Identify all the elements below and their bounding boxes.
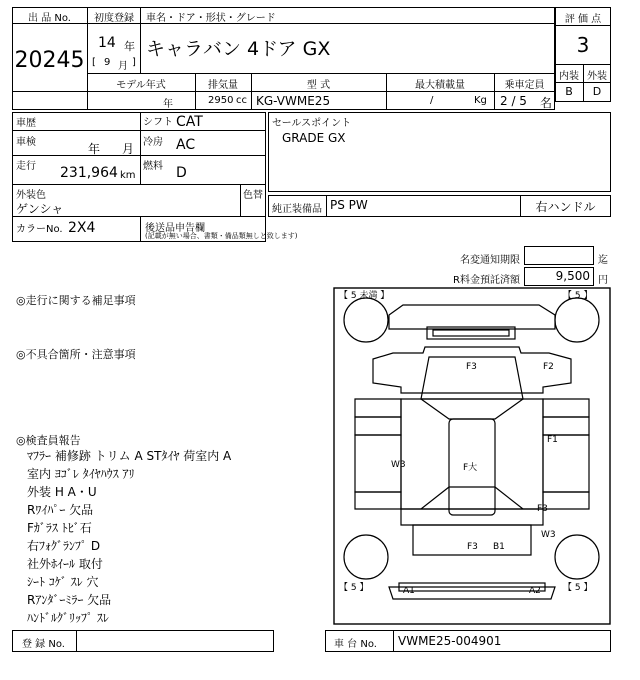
inspector-heading: ◎検査員報告	[16, 434, 81, 447]
rear-left-wheel	[344, 535, 388, 579]
inspection-month: 月	[122, 142, 135, 156]
tire-tread-rear-left: 【 5 】	[339, 583, 369, 593]
vehicle-type: KG-VWME25	[256, 94, 331, 108]
color-label: 外装色	[16, 190, 46, 201]
car-name: キャラバン 4ドア GX	[146, 38, 331, 60]
equipment-label: 純正装備品	[272, 204, 322, 215]
defects-heading: ◎不具合箇所・注意事項	[16, 348, 136, 361]
max-load: /	[430, 95, 434, 106]
registration-label: 初度登録	[94, 13, 134, 24]
front-right-wheel	[555, 298, 599, 342]
lot-label: 出 品 No.	[28, 13, 71, 24]
damage-mark: F1	[547, 435, 558, 445]
car-label: 車名・ドア・形状・グレード	[146, 13, 276, 24]
deadline-box	[524, 246, 594, 265]
interior-grade: B	[565, 85, 573, 98]
color-no-label: カラーNo.	[16, 224, 63, 235]
tire-tread-front-left: 【 5 未満 】	[339, 291, 390, 301]
repaint-label: 色替	[243, 190, 263, 201]
capacity-label: 乗車定員	[504, 80, 545, 91]
inspector-line: 外装 H A・U	[27, 485, 97, 499]
shift: CAT	[176, 114, 203, 130]
inspector-line: ﾏﾌﾗｰ 補修跡 トリム A STﾀｲﾔ 荷室内 A	[27, 449, 232, 463]
damage-mark: F3	[467, 542, 478, 552]
mileage: 231,964	[60, 165, 118, 181]
inspection-label: 車検	[16, 137, 36, 148]
registration-year: 14	[98, 35, 116, 51]
deadline-label: 名変通知期限	[460, 255, 520, 266]
displacement-unit: cc	[236, 95, 247, 106]
ac: AC	[176, 137, 196, 153]
docs-note: (記載が無い場合、書類・備品類無しと致します)	[145, 232, 298, 240]
damage-mark: A2	[529, 586, 541, 596]
inspector-line: 社外ﾎｲｰﾙ 取付	[27, 557, 103, 571]
displacement-label: 排気量	[208, 80, 238, 91]
model-year-unit: 年	[163, 99, 173, 110]
registration-no-label: 登 録 No.	[22, 639, 65, 650]
chassis-no: VWME25-004901	[398, 634, 502, 648]
inspector-line: Fｶﾞﾗｽ ﾄﾋﾞ石	[27, 521, 92, 535]
mileage-unit: km	[120, 170, 136, 181]
damage-mark: W3	[541, 530, 556, 540]
inspector-line: 右ﾌｫｸﾞﾗﾝﾌﾟ D	[27, 539, 101, 553]
mileage-label: 走行	[16, 161, 36, 172]
ac-label: 冷房	[143, 137, 163, 148]
front-left-wheel	[344, 298, 388, 342]
rear-right-wheel	[555, 535, 599, 579]
damage-mark: F3	[537, 504, 548, 514]
damage-mark: W3	[391, 460, 406, 470]
color-no: 2X4	[68, 220, 96, 236]
max-load-label: 最大積載量	[415, 80, 465, 91]
fuel-label: 燃料	[143, 161, 163, 172]
damage-mark: B1	[493, 542, 505, 552]
lot-number: 20245	[14, 48, 85, 73]
handle-side: 右ハンドル	[535, 200, 596, 214]
docs-label: 後送品申告欄	[145, 223, 205, 234]
driving-notes-heading: ◎走行に関する補足事項	[16, 294, 136, 307]
registration-month-open: [	[92, 57, 96, 68]
registration-month-close: ]	[132, 57, 136, 68]
inspector-line: Rﾜｲﾊﾟｰ 欠品	[27, 503, 94, 517]
score: 3	[576, 33, 590, 57]
inspector-line: ｼｰﾄ ｺｹﾞ ｽﾚ 穴	[27, 575, 99, 589]
equipment-value: PS PW	[330, 198, 368, 212]
recycle-value: 9,500	[555, 269, 590, 283]
model-year-label: モデル年式	[116, 80, 166, 91]
sales-point-label: セールスポイント	[272, 118, 352, 129]
fuel: D	[176, 165, 187, 181]
deadline-unit: 迄	[598, 255, 608, 266]
history-label: 車歴	[16, 118, 36, 129]
recycle-label: R料金預託済額	[453, 275, 520, 286]
exterior-grade: D	[592, 85, 602, 98]
inspector-line: 室内 ﾖｺﾞﾚ ﾀｲﾔﾊｳｽ ｱﾘ	[27, 467, 135, 481]
score-label: 評 価 点	[564, 14, 602, 25]
max-load-unit: Kg	[474, 95, 487, 106]
color: ゲンシャ	[16, 202, 64, 216]
inspection-year: 年	[88, 142, 101, 156]
displacement: 2950	[208, 95, 234, 106]
damage-mark: F大	[463, 463, 478, 473]
tire-tread-rear-right: 【 5 】	[563, 583, 593, 593]
registration-year-unit: 年	[124, 40, 135, 53]
registration-month-unit: 月	[118, 61, 128, 72]
sales-point-text: GRADE GX	[282, 131, 346, 145]
capacity: 2 / 5	[500, 94, 527, 108]
registration-month: 9	[104, 57, 111, 68]
damage-mark: F2	[543, 362, 554, 372]
damage-diagram	[333, 287, 611, 625]
inspector-line: Rｱﾝﾀﾞｰﾐﾗｰ 欠品	[27, 593, 112, 607]
capacity-unit: 名	[540, 96, 553, 110]
type-label: 型 式	[306, 80, 331, 91]
damage-mark: F3	[466, 362, 477, 372]
interior-label: 内装	[559, 71, 579, 82]
damage-mark: A1	[403, 586, 415, 596]
shift-label: シフト	[143, 117, 173, 128]
exterior-label: 外装	[587, 71, 607, 82]
recycle-unit: 円	[598, 275, 608, 286]
inspector-line: ﾊﾝﾄﾞﾙｸﾞﾘｯﾌﾟ ｽﾚ	[27, 611, 109, 625]
chassis-no-label: 車 台 No.	[334, 639, 377, 650]
tire-tread-front-right: 【 5 】	[563, 291, 593, 301]
